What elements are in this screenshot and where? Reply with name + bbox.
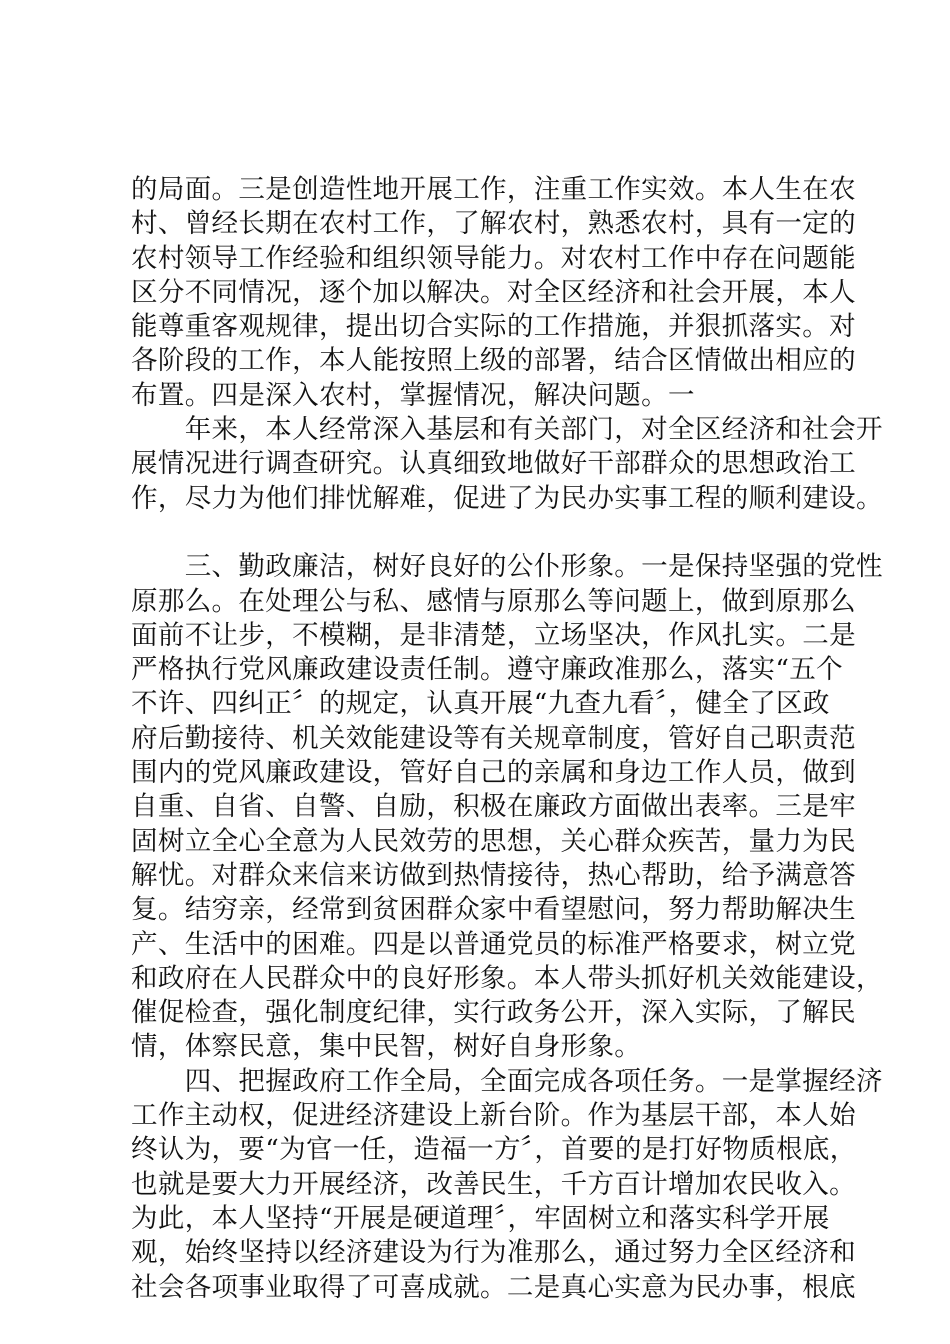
text-line: 催促检查，强化制度纪律，实行政务公开，深入实际，了解民 <box>131 997 856 1029</box>
body-text <box>131 173 883 1305</box>
text-line: 府后勤接待、机关效能建设等有关规章制度，管好自己职责范 <box>131 722 856 754</box>
text-line: 解忧。对群众来信来访做到热情接待，热心帮助，给予满意答 <box>131 859 856 891</box>
text-line: 严格执行党风廉政建设责任制。遵守廉政准那么，落实“五个 <box>131 654 843 686</box>
text-line: 社会各项事业取得了可喜成就。二是真心实意为民办事，根底 <box>131 1271 856 1303</box>
text-line: 原那么。在处理公与私、感情与原那么等问题上，做到原那么 <box>131 585 856 617</box>
text-line: 情，体察民意，集中民智，树好自身形象。 <box>131 1031 642 1063</box>
text-line: 产、生活中的困难。四是以普通党员的标准严格要求，树立党 <box>131 928 856 960</box>
text-line: 和政府在人民群众中的良好形象。本人带头抓好机关效能建设， <box>131 962 883 994</box>
text-line: 三、勤政廉洁，树好良好的公仆形象。一是保持坚强的党性 <box>131 551 883 583</box>
text-line: 不许、四纠正〞的规定，认真开展“九查九看〞，健全了区政 <box>131 688 830 720</box>
text-line: 年来，本人经常深入基层和有关部门，对全区经济和社会开 <box>131 414 883 446</box>
text-line: 为此，本人坚持“开展是硬道理〞，牢固树立和落实科学开展 <box>131 1202 830 1234</box>
text-line: 区分不同情况，逐个加以解决。对全区经济和社会开展，本人 <box>131 276 856 308</box>
text-line: 作，尽力为他们排忧解难，促进了为民办实事工程的顺利建设。 <box>131 482 883 514</box>
text-line: 展情况进行调查研究。认真细致地做好干部群众的思想政治工 <box>131 448 856 480</box>
text-line: 村、曾经长期在农村工作，了解农村，熟悉农村，具有一定的 <box>131 208 856 240</box>
text-line: 复。结穷亲，经常到贫困群众家中看望慰问，努力帮助解决生 <box>131 894 856 926</box>
text-line: 面前不让步，不模糊，是非清楚，立场坚决，作风扎实。二是 <box>131 619 856 651</box>
text-line: 布置。四是深入农村，掌握情况，解决问题。一 <box>131 379 695 411</box>
text-line: 自重、自省、自警、自励，积极在廉政方面做出表率。三是牢 <box>131 791 856 823</box>
text-line: 的局面。三是创造性地开展工作，注重工作实效。本人生在农 <box>131 174 856 205</box>
text-line: 固树立全心全意为人民效劳的思想，关心群众疾苦，量力为民 <box>131 825 856 857</box>
text-line: 也就是要大力开展经济，改善民生，千方百计增加农民收入。 <box>131 1168 856 1200</box>
text-line: 能尊重客观规律，提出切合实际的工作措施，并狠抓落实。对 <box>131 311 856 343</box>
text-line: 农村领导工作经验和组织领导能力。对农村工作中存在问题能 <box>131 242 856 274</box>
text-line: 各阶段的工作，本人能按照上级的部署，结合区情做出相应的 <box>131 345 856 377</box>
text-line: 四、把握政府工作全局，全面完成各项任务。一是掌握经济 <box>131 1065 883 1097</box>
text-line: 工作主动权，促进经济建设上新台阶。作为基层干部，本人始 <box>131 1100 856 1132</box>
text-line: 观，始终坚持以经济建设为行为准那么，通过努力全区经济和 <box>131 1237 856 1269</box>
paragraph-gap <box>131 516 841 550</box>
text-line: 终认为，要“为官一任，造福一方〞，首要的是打好物质根底， <box>131 1134 857 1166</box>
text-line: 围内的党风廉政建设，管好自己的亲属和身边工作人员，做到 <box>131 757 856 789</box>
